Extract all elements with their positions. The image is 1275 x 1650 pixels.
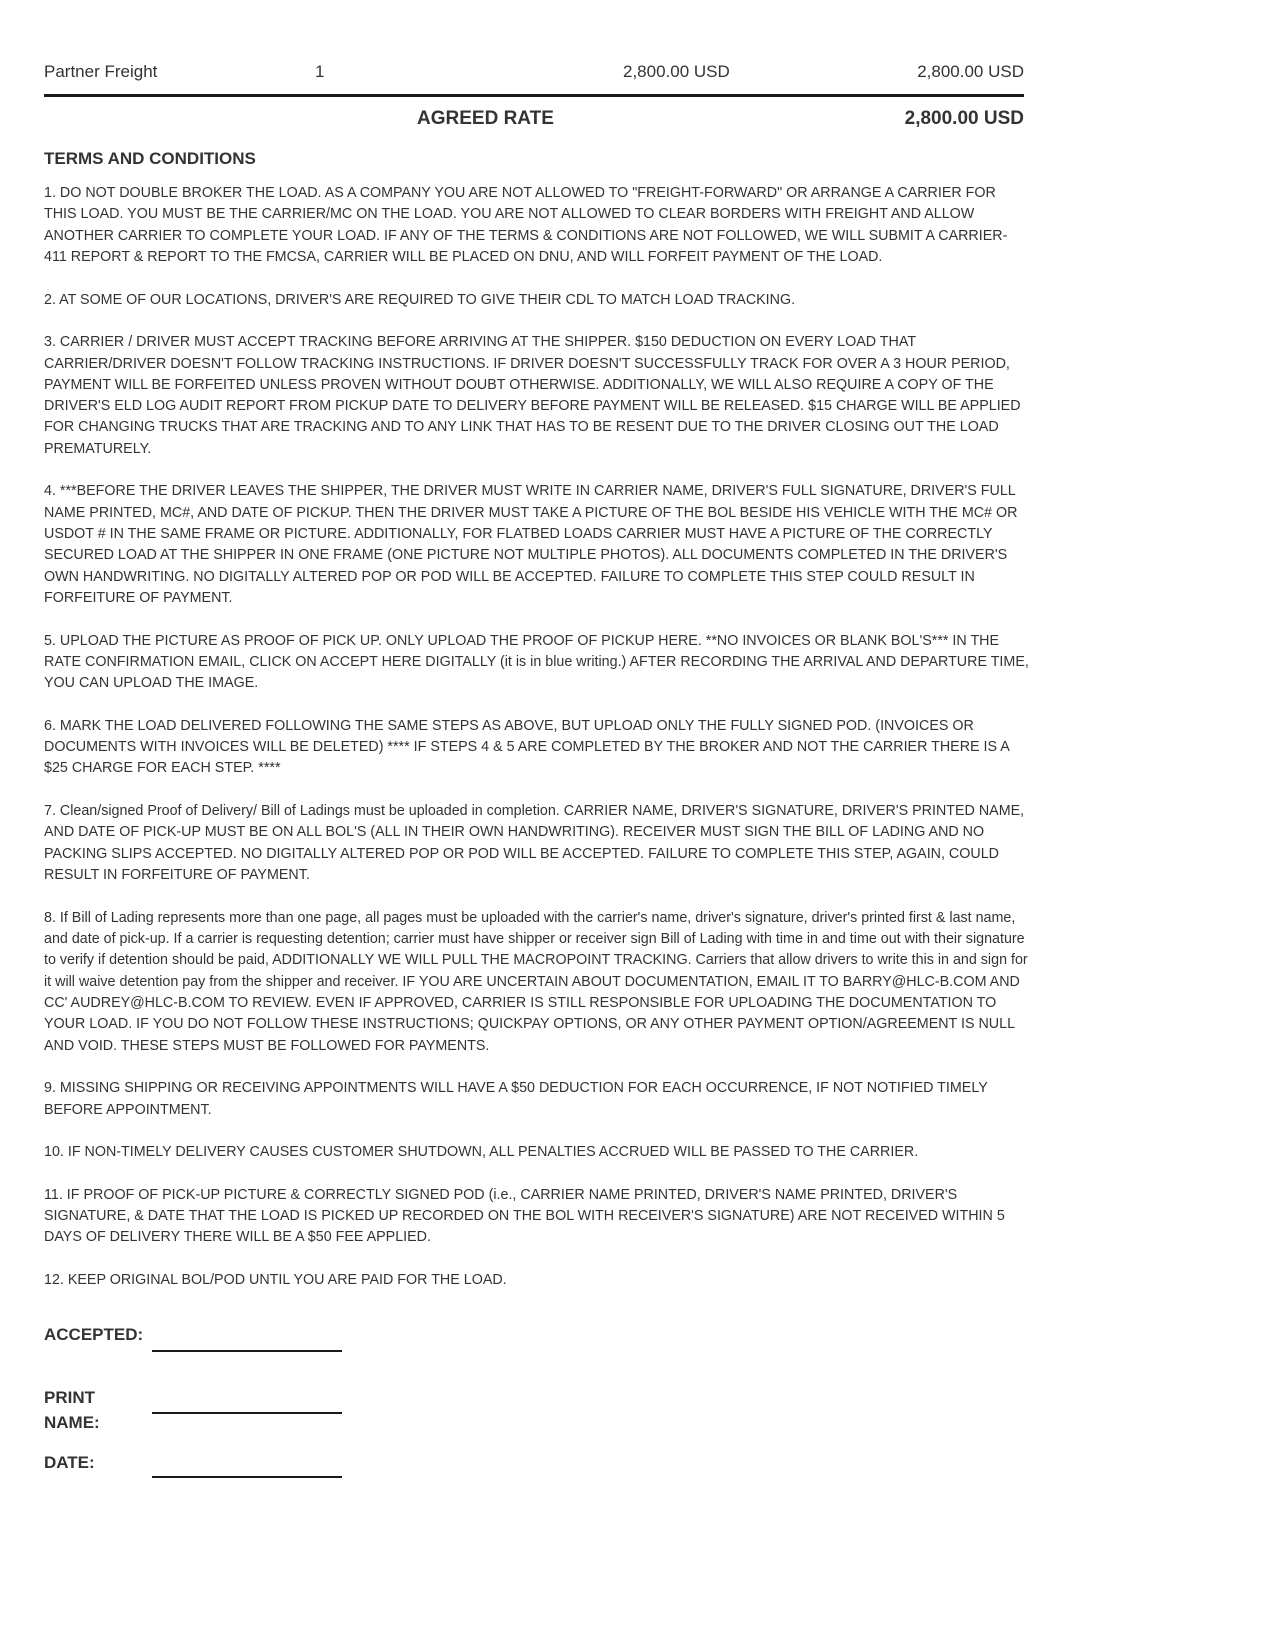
term-item: 7. Clean/signed Proof of Delivery/ Bill of Ladings must be uploaded in completion. CARRIER NAME, DRIVER'S SIGNATURE, DRIVER'S PRINTED NAME, AND DATE OF PICK-UP MUST BE ON ALL BOL'S (ALL IN THEIR OWN HANDWRITING). RECEIVER MUST SIGN THE BILL OF LADING AND NO PACKING SLIPS ACCEPTED. NO DIGITALLY ALTERED POP OR POD WILL BE ACCEPTED. FAILURE TO COMPLETE THIS STEP, AGAIN, COULD RESULT IN FORFEITURE OF PAYMENT. — [44, 803, 1025, 884]
term-item: 5. UPLOAD THE PICTURE AS PROOF OF PICK UP. ONLY UPLOAD THE PROOF OF PICKUP HERE. **NO INVOICES OR BLANK BOL'S*** IN THE RATE CONFIRMATION EMAIL, CLICK ON ACCEPT HERE DIGITALLY (it is in blue writing.) AFTER RECORDING THE ARRIVAL AND DEPARTURE TIME, YOU CAN UPLOAD THE IMAGE. — [44, 632, 1029, 692]
term-item: 1. DO NOT DOUBLE BROKER THE LOAD. AS A COMPANY YOU ARE NOT ALLOWED TO "FREIGHT-FORWARD" OR ARRANGE A CARRIER FOR THIS LOAD. YOU MUST BE THE CARRIER/MC ON THE LOAD. YOU ARE NOT ALLOWED TO CLEAR BORDERS WITH FREIGHT AND ALLOW ANOTHER CARRIER TO COMPLETE YOUR LOAD. IF ANY OF THE TERMS & CONDITIONS ARE NOT FOLLOWED, WE WILL SUBMIT A CARRIER-411 REPORT & REPORT TO THE FMCSA, CARRIER WILL BE PLACED ON DNU, AND WILL FORFEIT PAYMENT OF THE LOAD. — [44, 185, 1008, 265]
line-item-rate: 2,800.00 USD — [623, 62, 730, 81]
line-item-total: 2,800.00 USD — [917, 62, 1024, 81]
term-item: 4. ***BEFORE THE DRIVER LEAVES THE SHIPPER, THE DRIVER MUST WRITE IN CARRIER NAME, DRIVER'S FULL SIGNATURE, DRIVER'S FULL NAME PRINTED, MC#, AND DATE OF PICKUP. THEN THE DRIVER MUST TAKE A PICTURE OF THE BOL BESIDE HIS VEHICLE WITH THE MC# OR USDOT # IN THE SAME FRAME OR PICTURE. ADDITIONALLY, FOR FLATBED LOADS CARRIER MUST HAVE A PICTURE OF THE CORRECTLY SECURED LOAD AT THE SHIPPER IN ONE FRAME (ONE PICTURE NOT MULTIPLE PHOTOS). ALL DOCUMENTS COMPLETED IN THE DRIVER'S OWN HANDWRITING. NO DIGITALLY ALTERED POP OR POD WILL BE ACCEPTED. FAILURE TO COMPLETE THIS STEP COULD RESULT IN FORFEITURE OF PAYMENT. — [44, 483, 1018, 606]
term-item: 6. MARK THE LOAD DELIVERED FOLLOWING THE SAME STEPS AS ABOVE, BUT UPLOAD ONLY THE FULLY SIGNED POD. (INVOICES OR DOCUMENTS WITH INVOICES WILL BE DELETED) **** IF STEPS 4 & 5 ARE COMPLETED BY THE BROKER AND NOT THE CARRIER THERE IS A $25 CHARGE FOR EACH STEP. **** — [44, 717, 1009, 777]
signature-block — [44, 1322, 444, 1492]
term-item: 2. AT SOME OF OUR LOCATIONS, DRIVER'S ARE REQUIRED TO GIVE THEIR CDL TO MATCH LOAD TRACKING. — [44, 291, 796, 308]
print-name-label: PRINT NAME: — [44, 1388, 100, 1432]
term-item: 9. MISSING SHIPPING OR RECEIVING APPOINTMENTS WILL HAVE A $50 DEDUCTION FOR EACH OCCURRENCE, IF NOT NOTIFIED TIMELY BEFORE APPOINTMENT. — [44, 1080, 988, 1118]
agreed-rate-label: AGREED RATE — [417, 108, 554, 129]
accepted-label: ACCEPTED: — [44, 1325, 144, 1344]
terms-heading: TERMS AND CONDITIONS — [44, 149, 256, 168]
date-label: DATE: — [44, 1453, 95, 1472]
date-line[interactable] — [152, 1476, 342, 1478]
line-item-row — [44, 60, 1024, 84]
term-item: 8. If Bill of Lading represents more than one page, all pages must be uploaded with the carrier's name, driver's signature, driver's printed first & last name, and date of pick-up. If a carrier is requesting detention; carrier must have shipper or receiver sign Bill of Lading with time in and time out with their signature to verify if detention should be paid, ADDITIONALLY WE WILL PULL THE MACROPOINT TRACKING. Carriers that allow drivers to write this in and sign for it will waive detention pay from the shipper and receiver. IF YOU ARE UNCERTAIN ABOUT DOCUMENTATION, EMAIL IT TO BARRY@HLC-B.COM AND CC' AUDREY@HLC-B.COM TO REVIEW. EVEN IF APPROVED, CARRIER IS STILL RESPONSIBLE FOR UPLOADING THE DOCUMENTATION TO YOUR LOAD. IF YOU DO NOT FOLLOW THESE INSTRUCTIONS; QUICKPAY OPTIONS, OR ANY OTHER PAYMENT OPTION/AGREEMENT IS NULL AND VOID. THESE STEPS MUST BE FOLLOWED FOR PAYMENTS. — [44, 909, 1028, 1054]
term-item: 10. IF NON-TIMELY DELIVERY CAUSES CUSTOMER SHUTDOWN, ALL PENALTIES ACCRUED WILL BE PASSED TO THE CARRIER. — [44, 1144, 919, 1161]
line-item-quantity: 1 — [315, 62, 325, 81]
terms-list — [44, 183, 1029, 1313]
term-item: 11. IF PROOF OF PICK-UP PICTURE & CORRECTLY SIGNED POD (i.e., CARRIER NAME PRINTED, DRIVER'S NAME PRINTED, DRIVER'S SIGNATURE, & DATE THAT THE LOAD IS PICKED UP RECORDED ON THE BOL WITH RECEIVER'S SIGNATURE) ARE NOT RECEIVED WITHIN 5 DAYS OF DELIVERY THERE WILL BE A $50 FEE APPLIED. — [44, 1186, 1005, 1246]
line-item-description: Partner Freight — [44, 62, 158, 81]
accepted-signature-line[interactable] — [152, 1350, 342, 1352]
print-name-line[interactable] — [152, 1412, 342, 1414]
agreed-rate-value: 2,800.00 USD — [904, 108, 1024, 129]
term-item: 3. CARRIER / DRIVER MUST ACCEPT TRACKING BEFORE ARRIVING AT THE SHIPPER. $150 DEDUCTION ON EVERY LOAD THAT CARRIER/DRIVER DOESN'T FOLLOW TRACKING INSTRUCTIONS. IF DRIVER DOESN'T SUCCESSFULLY TRACK FOR OVER A 3 HOUR PERIOD, PAYMENT WILL BE FORFEITED UNLESS PROVEN WITHOUT DOUBT OTHERWISE. ADDITIONALLY, WE WILL ALSO REQUIRE A COPY OF THE DRIVER'S ELD LOG AUDIT REPORT FROM PICKUP DATE TO DELIVERY BEFORE PAYMENT WILL BE RELEASED. $15 CHARGE WILL BE APPLIED FOR CHANGING TRUCKS THAT ARE TRACKING AND TO ANY LINK THAT HAS TO BE RESENT DUE TO THE DRIVER CLOSING OUT THE LOAD PREMATURELY. — [44, 334, 1021, 457]
agreed-rate-row — [44, 108, 1024, 134]
term-item: 12. KEEP ORIGINAL BOL/POD UNTIL YOU ARE PAID FOR THE LOAD. — [44, 1272, 507, 1289]
total-divider — [44, 94, 1024, 97]
